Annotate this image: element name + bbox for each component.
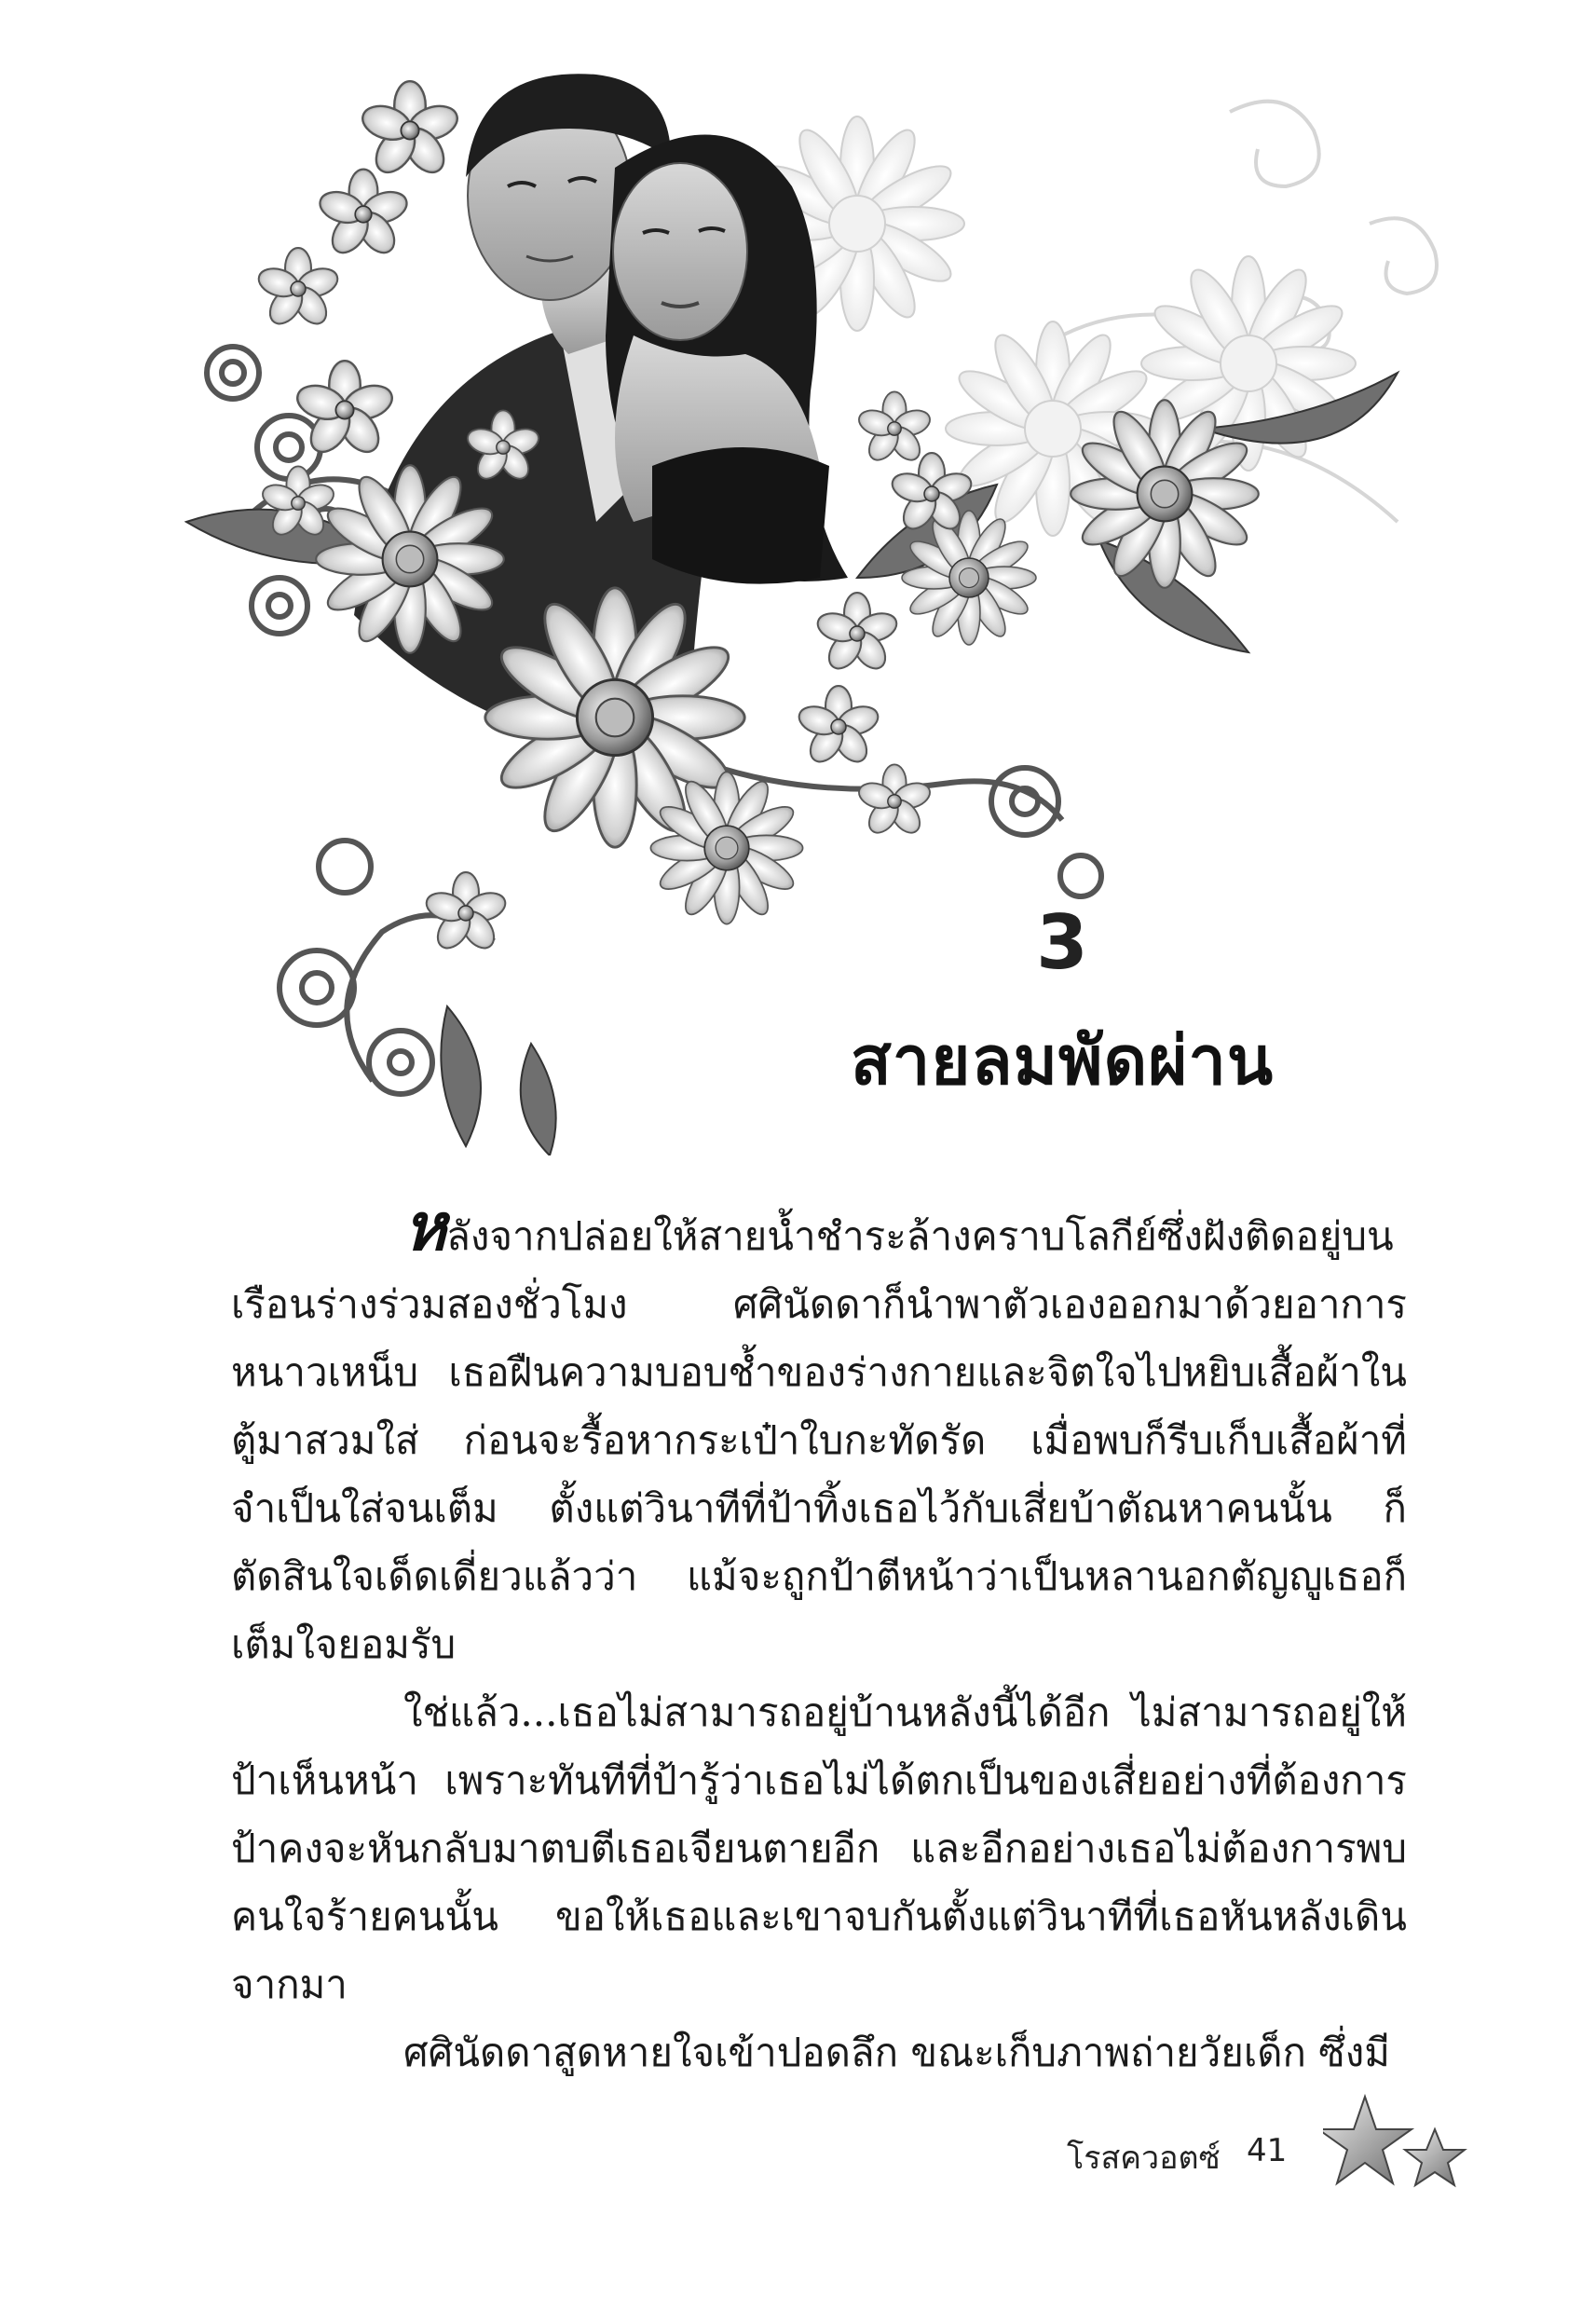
footer-title: โรสควอตซ์ [1067,2140,1221,2177]
chapter-body [231,1188,1407,2086]
star-icon [1323,2092,1481,2204]
drop-letter: ห [403,1188,447,1265]
chapter-illustration [130,56,1491,1156]
paragraph: ใช่แล้ว...เธอไม่สามารถอยู่บ้านหลังนี้ได้อีก ไม่สามารถอยู่ให้ป้าเห็นหน้า เพราะทันทีที่ป้ารู้ว่าเธอไม่ได้ตกเป็นของเสี่ยอย่างที่ต้องการ ป้าคงจะหันกลับมาตบตีเธอเจียนตายอีก และอีกอย่างเธอไม่ต้องการพบคนใจร้ายคนนั้น ขอให้เธอและเขาจบกันตั้งแต่วินาทีที่เธอหันหลังเดินจากมา [231,1689,1407,2007]
paragraph [231,1188,1407,1678]
chapter-number: 3 [1036,899,1088,986]
chapter-title: สายลมพัดผ่าน [850,1021,1275,1100]
paragraph-text: ลังจากปล่อยให้สายน้ำชำระล้างคราบโลกีย์ซึ่งฝังติดอยู่บนเรือนร่างร่วมสองชั่วโมง ศศินัดดาก็นำพาตัวเองออกมาด้วยอาการหนาวเหน็บ เธอฝืนความบอบช้ำของร่างกายและจิตใจไปหยิบเสื้อผ้าในตู้มาสวมใส่ ก่อนจะรื้อหากระเป๋าใบกะทัดรัด เมื่อพบก็รีบเก็บเสื้อผ้าที่จำเป็นใส่จนเต็ม ตั้งแต่วินาทีที่ป้าทิ้งเธอไว้กับเสี่ยบ้าตัณหาคนนั้น ก็ตัดสินใจเด็ดเดี่ยวแล้วว่า แม้จะถูกป้าตีหน้าว่าเป็นหลานอกตัญญูเธอก็เต็มใจยอมรับ [231,1213,1407,1667]
paragraph: ศศินัดดาสูดหายใจเข้าปอดลึก ขณะเก็บภาพถ่ายวัยเด็ก ซึ่งมี [403,2030,1390,2075]
page-number: 41 [1247,2132,1288,2169]
